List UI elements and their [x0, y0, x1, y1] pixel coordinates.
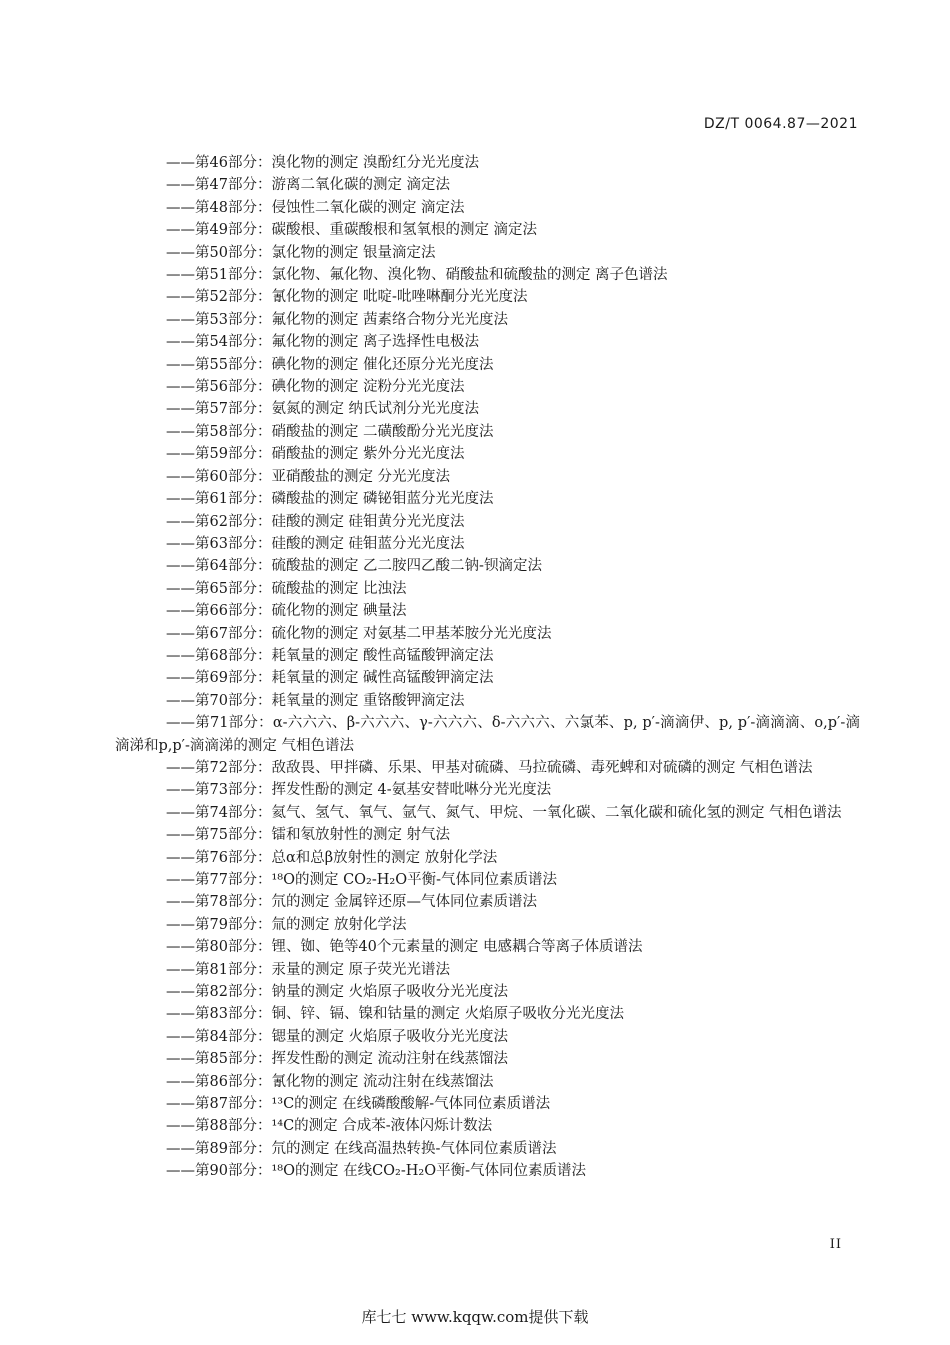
part-entry: ——第57部分：氨氮的测定 纳氏试剂分光光度法: [166, 401, 480, 418]
part-entry: ——第50部分：氯化物的测定 银量滴定法: [166, 244, 436, 261]
part-entry: ——第62部分：硅酸的测定 硅钼黄分光光度法: [166, 513, 465, 530]
part-entry: ——第52部分：氰化物的测定 吡啶-吡唑啉酮分光光度法: [166, 289, 528, 306]
part-entry: ——第74部分：氦气、氢气、氧气、氩气、氮气、甲烷、一氧化碳、二氧化碳和硫化氢的测定 气相色谱法: [166, 804, 842, 821]
part-entry: ——第81部分：汞量的测定 原子荧光光谱法: [166, 961, 451, 978]
part-entry: ——第66部分：硫化物的测定 碘量法: [166, 603, 407, 620]
part-entry: ——第54部分：氟化物的测定 离子选择性电极法: [166, 334, 480, 351]
document-code: DZ/T 0064.87—2021: [703, 116, 858, 132]
part-entry: ——第82部分：钠量的测定 火焰原子吸收分光光度法: [166, 984, 509, 1001]
part-entry: ——第67部分：硫化物的测定 对氨基二甲基苯胺分光光度法: [166, 625, 552, 642]
part-entry: ——第53部分：氟化物的测定 茜素络合物分光光度法: [166, 311, 509, 328]
part-entry: ——第71部分：α-六六六、β-六六六、γ-六六六、δ-六六六、六氯苯、p, p′-滴滴伊、p, p′-滴滴滴、o,p′-滴滴涕和p,p′-滴滴涕的测定 气相色谱法: [115, 715, 860, 754]
part-entry: ——第78部分：氘的测定 金属锌还原—气体同位素质谱法: [166, 894, 538, 911]
part-entry: ——第85部分：挥发性酚的测定 流动注射在线蒸馏法: [166, 1051, 509, 1068]
part-entry: ——第84部分：锶量的测定 火焰原子吸收分光光度法: [166, 1028, 509, 1045]
part-entry: ——第90部分：¹⁸O的测定 在线CO₂-H₂O平衡-气体同位素质谱法: [166, 1163, 587, 1180]
part-entry: ——第86部分：氰化物的测定 流动注射在线蒸馏法: [166, 1073, 494, 1090]
part-entry: ——第60部分：亚硝酸盐的测定 分光光度法: [166, 468, 451, 485]
part-entry: ——第73部分：挥发性酚的测定 4-氨基安替吡啉分光光度法: [166, 782, 552, 799]
parts-list: [115, 152, 860, 1183]
part-entry: ——第64部分：硫酸盐的测定 乙二胺四乙酸二钠-钡滴定法: [166, 558, 542, 575]
part-entry: ——第47部分：游离二氧化碳的测定 滴定法: [166, 177, 451, 194]
part-entry: ——第76部分：总α和总β放射性的测定 放射化学法: [166, 849, 498, 866]
part-entry: ——第56部分：碘化物的测定 淀粉分光光度法: [166, 379, 465, 396]
part-entry: ——第77部分：¹⁸O的测定 CO₂-H₂O平衡-气体同位素质谱法: [166, 872, 558, 888]
part-entry: ——第63部分：硅酸的测定 硅钼蓝分光光度法: [166, 535, 465, 552]
part-entry: ——第61部分：磷酸盐的测定 磷铋钼蓝分光光度法: [166, 491, 494, 508]
page-number: II: [829, 1237, 842, 1252]
part-entry: ——第80部分：锂、铷、铯等40个元素量的测定 电感耦合等离子体质谱法: [166, 939, 643, 956]
part-entry: ——第48部分：侵蚀性二氧化碳的测定 滴定法: [166, 199, 465, 216]
part-entry: ——第68部分：耗氧量的测定 酸性高锰酸钾滴定法: [166, 647, 494, 664]
part-entry: ——第59部分：硝酸盐的测定 紫外分光光度法: [166, 446, 465, 463]
part-entry: ——第87部分：¹³C的测定 在线磷酸酸解-气体同位素质谱法: [166, 1096, 551, 1113]
part-entry: ——第69部分：耗氧量的测定 碱性高锰酸钾滴定法: [166, 670, 494, 687]
part-entry: ——第51部分：氯化物、氟化物、溴化物、硝酸盐和硫酸盐的测定 离子色谱法: [166, 267, 668, 284]
part-entry: ——第49部分：碳酸根、重碳酸根和氢氧根的测定 滴定法: [166, 222, 538, 239]
part-entry: ——第79部分：氚的测定 放射化学法: [166, 916, 407, 933]
part-entry: ——第89部分：氘的测定 在线高温热转换-气体同位素质谱法: [166, 1140, 557, 1157]
footer-watermark: 库七七 www.kqqw.com提供下载: [361, 1308, 589, 1326]
part-entry: ——第55部分：碘化物的测定 催化还原分光光度法: [166, 356, 494, 373]
part-entry: ——第88部分：¹⁴C的测定 合成苯-液体闪烁计数法: [166, 1118, 493, 1135]
part-entry: ——第83部分：铜、锌、镉、镍和钴量的测定 火焰原子吸收分光光度法: [166, 1006, 625, 1023]
part-entry: ——第72部分：敌敌畏、甲拌磷、乐果、甲基对硫磷、马拉硫磷、毒死蜱和对硫磷的测定 气相色谱法: [166, 759, 813, 776]
part-entry: ——第75部分：镭和氡放射性的测定 射气法: [166, 827, 451, 844]
part-entry: ——第46部分：溴化物的测定 溴酚红分光光度法: [166, 155, 480, 171]
part-entry: ——第70部分：耗氧量的测定 重铬酸钾滴定法: [166, 692, 465, 709]
part-entry: ——第58部分：硝酸盐的测定 二磺酸酚分光光度法: [166, 423, 494, 440]
part-entry: ——第65部分：硫酸盐的测定 比浊法: [166, 580, 407, 597]
